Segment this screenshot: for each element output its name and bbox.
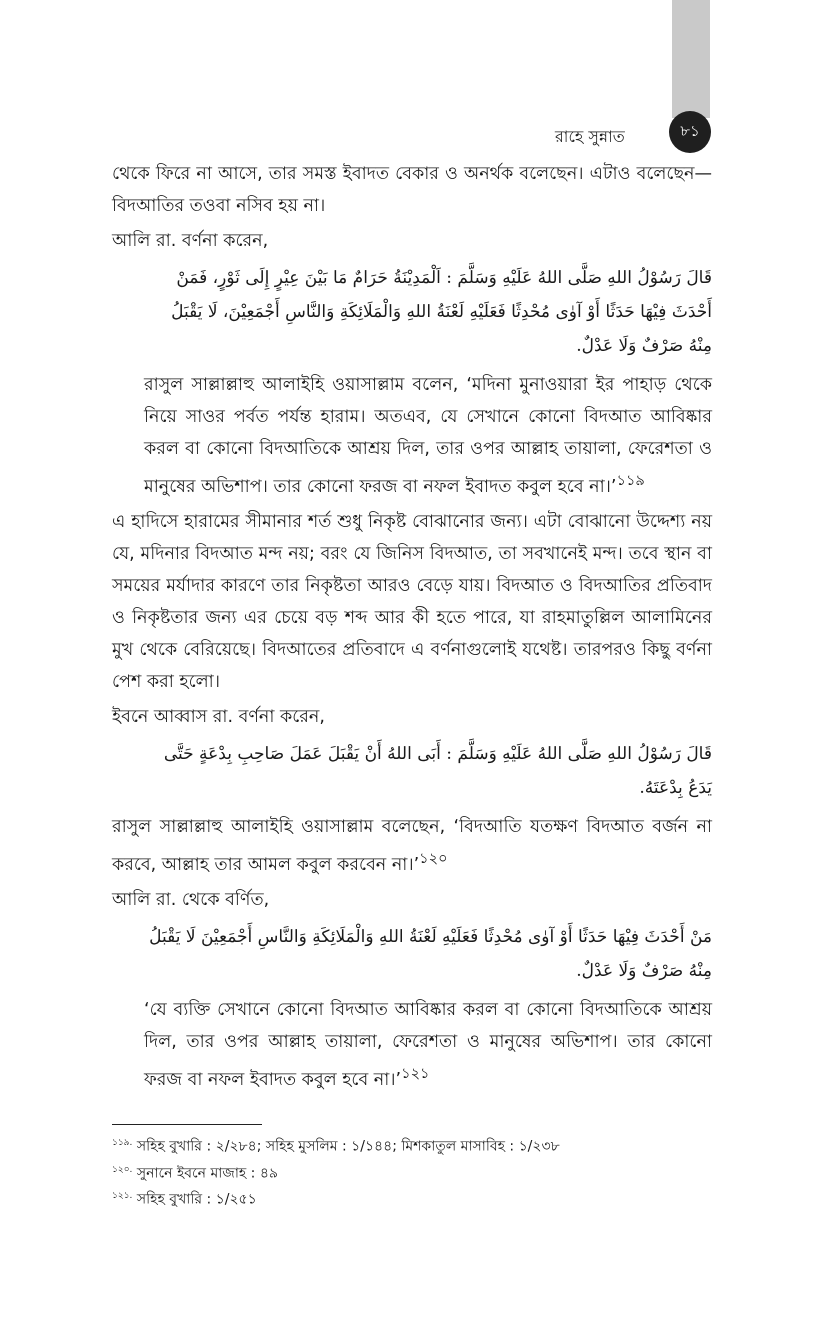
paragraph-2: আলি রা. বর্ণনা করেন,	[112, 231, 269, 251]
footnote-number: ১২১.	[112, 1191, 133, 1202]
footnote-119	[112, 1132, 712, 1159]
footnotes	[112, 1132, 712, 1212]
footnote-ref-119: ১১৯	[616, 472, 645, 489]
footnote-ref-120: ১২০	[419, 849, 448, 867]
footnote-121	[112, 1185, 712, 1212]
paragraph-6	[112, 811, 712, 881]
paragraph-1: থেকে ফিরে না আসে, তার সমস্ত ইবাদত বেকার ও অনর্থক বলেছেন। এটাও বলেছেন—বিদআতির তওবা নসিব হয় না।	[112, 164, 712, 216]
footnote-divider	[112, 1124, 262, 1125]
running-head: রাহে সুন্নাত	[555, 127, 625, 146]
footnote-ref-121: ১২১	[401, 1064, 430, 1082]
footnote-text: সহিহ বুখারি : ১/২৫১	[136, 1191, 257, 1208]
paragraph-5: ইবনে আব্বাস রা. বর্ণনা করেন,	[112, 706, 325, 727]
paragraph-3	[144, 369, 712, 503]
arabic-quote-3: مَنْ أَحْدَثَ فِيْهَا حَدَثًا أَوْ آوٰى مُحْدِثًا فَعَلَيْهِ لَعْنَةُ اللهِ وَالْمَلَائِكَةِ وَالنَّاسِ أَجْمَعِيْنَ لَا يَقْبَلُ مِنْهُ صَرْفٌ وَلَا عَدْلٌ.	[149, 926, 712, 981]
arabic-quote-1: قَالَ رَسُوْلُ اللهِ صَلَّى اللهُ عَلَيْهِ وَسَلَّمَ : اَلْمَدِيْنَةُ حَرَامٌ مَا بَيْنَ عِيْرٍ إِلَى ثَوْرٍ، فَمَنْ أَحْدَثَ فِيْهَا حَدَثًا أَوْ آوٰى مُحْدِثًا فَعَلَيْهِ لَعْنَةُ اللهِ وَالْمَلَائِكَةِ وَالنَّاسِ أَجْمَعِيْنَ، لَا يَقْبَلُ مِنْهُ صَرْفٌ وَلَا عَدْلٌ.	[171, 268, 712, 356]
side-tab	[672, 0, 710, 118]
footnote-number: ১২০.	[112, 1164, 133, 1175]
page-number: ৮১	[669, 111, 711, 153]
paragraph-7: আলি রা. থেকে বর্ণিত,	[112, 889, 270, 910]
footnote-text: সুনানে ইবনে মাজাহ : ৪৯	[136, 1165, 279, 1182]
paragraph-3-text: রাসুল সাল্লাল্লাহু আলাইহি ওয়াসাল্লাম বলেন, ‘মদিনা মুনাওয়ারা ইর পাহাড় থেকে নিয়ে সাওর পর্বত পর্যন্ত হারাম। অতএব, যে সেখানে কোনো বিদআত আবিষ্কার করল বা কোনো বিদআতিকে আশ্রয় দিল, তার ওপর আল্লাহ তায়ালা, ফেরেশতা ও মানুষের অভিশাপ। তার কোনো ফরজ বা নফল ইবাদত কবুল হবে না।’	[144, 375, 712, 497]
footnote-120	[112, 1159, 712, 1186]
paragraph-8	[144, 994, 712, 1096]
paragraph-6-text: রাসুল সাল্লাল্লাহু আলাইহি ওয়াসাল্লাম বলেছেন, ‘বিদআতি যতক্ষণ বিদআত বর্জন না করবে, আল্লাহ তার আমল কবুল করবেন না।’	[112, 816, 712, 875]
footnote-text: সহিহ বুখারি : ২/২৮৪; সহিহ মুসলিম : ১/১৪৪; মিশকাতুল মাসাবিহ : ১/২৩৮	[136, 1138, 560, 1155]
arabic-quote-2: قَالَ رَسُوْلُ اللهِ صَلَّى اللهُ عَلَيْهِ وَسَلَّمَ : أَبَى اللهُ أَنْ يَقْبَلَ عَمَلَ صَاحِبِ بِدْعَةٍ حَتَّى يَدَعُ بِدْعَتَهُ.	[163, 743, 712, 798]
paragraph-4: এ হাদিসে হারামের সীমানার শর্ত শুধু নিকৃষ্ট বোঝানোর জন্য। এটা বোঝানো উদ্দেশ্য নয় যে, মদিনার বিদআত মন্দ নয়; বরং যে জিনিস বিদআত, তা সবখানেই মন্দ। তবে স্থান বা সময়ের মর্যাদার কারণে তার নিকৃষ্টতা আরও বেড়ে যায়। বিদআত ও বিদআতির প্রতিবাদ ও নিকৃষ্টতার জন্য এর চেয়ে বড় শব্দ আর কী হতে পারে, যা রাহমাতুল্লিল আলামিনের মুখ থেকে বেরিয়েছে। বিদআতের প্রতিবাদে এ বর্ণনাগুলোই যথেষ্ট। তারপরও কিছু বর্ণনা পেশ করা হলো।	[112, 511, 712, 692]
paragraph-8-text: ‘যে ব্যক্তি সেখানে কোনো বিদআত আবিষ্কার করল বা কোনো বিদআতিকে আশ্রয় দিল, তার ওপর আল্লাহ তায়ালা, ফেরেশতা ও মানুষের অভিশাপ। তার কোনো ফরজ বা নফল ইবাদত কবুল হবে না।’	[144, 999, 712, 1090]
page-body	[112, 158, 712, 1098]
footnote-number: ১১৯.	[112, 1138, 133, 1148]
